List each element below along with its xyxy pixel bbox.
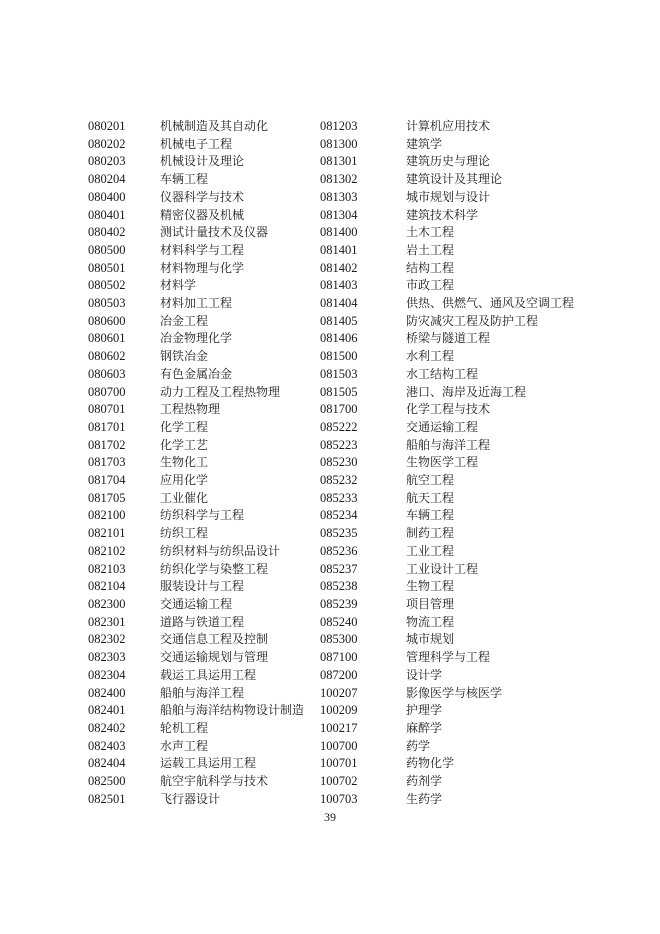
table-row <box>88 702 596 720</box>
right-code-cell: 081505 <box>320 384 358 399</box>
right-code-cell: 100217 <box>320 720 358 735</box>
right-code-cell: 081405 <box>320 313 358 328</box>
left-code-cell: 082500 <box>88 774 126 789</box>
left-name-cell: 飞行器设计 <box>160 791 221 806</box>
right-code-cell: 081404 <box>320 296 358 311</box>
left-code-cell: 081701 <box>88 419 126 434</box>
table-row <box>88 490 596 508</box>
right-code-cell: 087200 <box>320 667 358 682</box>
right-code-cell: 100701 <box>320 756 358 771</box>
table-row <box>88 525 596 543</box>
left-name-cell: 材料科学与工程 <box>160 242 245 257</box>
right-name-cell: 市政工程 <box>406 278 455 293</box>
table-body <box>88 118 596 808</box>
right-name-cell: 管理科学与工程 <box>406 650 491 665</box>
table-row <box>88 401 596 419</box>
right-name-cell: 防灾减灾工程及防护工程 <box>406 313 539 328</box>
table-row <box>88 631 596 649</box>
left-name-cell: 精密仪器及机械 <box>160 207 245 222</box>
left-name-cell: 测试计量技术及仪器 <box>160 225 269 240</box>
table-row <box>88 384 596 402</box>
left-name-cell: 机械制造及其自动化 <box>160 119 269 133</box>
left-name-cell: 有色金属冶金 <box>160 366 233 381</box>
left-code-cell: 081705 <box>88 490 126 505</box>
right-name-cell: 船舶与海洋工程 <box>406 437 491 452</box>
right-code-cell: 081400 <box>320 225 358 240</box>
right-name-cell: 建筑学 <box>406 136 443 151</box>
right-name-cell: 建筑技术科学 <box>406 207 479 222</box>
table-row <box>88 561 596 579</box>
right-code-cell: 100702 <box>320 774 358 789</box>
left-code-cell: 080701 <box>88 402 126 417</box>
left-code-cell: 080500 <box>88 242 126 257</box>
table-row <box>88 330 596 348</box>
right-name-cell: 工业工程 <box>406 543 455 558</box>
left-name-cell: 交通运输工程 <box>160 596 233 611</box>
table-row <box>88 738 596 756</box>
left-name-cell: 生物化工 <box>160 455 209 470</box>
table-row <box>88 755 596 773</box>
left-name-cell: 仪器科学与技术 <box>160 189 245 204</box>
right-name-cell: 生物工程 <box>406 579 455 594</box>
right-name-cell: 结构工程 <box>406 260 455 275</box>
discipline-code-table <box>88 118 596 808</box>
table-row <box>88 578 596 596</box>
table-row <box>88 313 596 331</box>
left-code-cell: 082102 <box>88 543 126 558</box>
table-row <box>88 189 596 207</box>
right-code-cell: 081406 <box>320 331 358 346</box>
right-code-cell: 081300 <box>320 136 358 151</box>
left-name-cell: 纺织材料与纺织品设计 <box>160 543 281 558</box>
left-code-cell: 082103 <box>88 561 126 576</box>
right-code-cell: 100700 <box>320 738 358 753</box>
left-code-cell: 081703 <box>88 455 126 470</box>
left-name-cell: 载运工具运用工程 <box>160 667 257 682</box>
right-name-cell: 工业设计工程 <box>406 561 479 576</box>
right-name-cell: 化学工程与技术 <box>406 402 491 417</box>
right-code-cell: 081301 <box>320 154 358 169</box>
table-row <box>88 153 596 171</box>
table-row <box>88 295 596 313</box>
left-code-cell: 082403 <box>88 738 126 753</box>
left-name-cell: 航空宇航科学与技术 <box>160 774 269 789</box>
left-code-cell: 081702 <box>88 437 126 452</box>
right-name-cell: 设计学 <box>406 667 443 682</box>
left-code-cell: 080501 <box>88 260 126 275</box>
right-name-cell: 麻醉学 <box>406 720 443 735</box>
right-name-cell: 水工结构工程 <box>406 366 479 381</box>
left-code-cell: 082402 <box>88 720 126 735</box>
table-row <box>88 136 596 154</box>
table-row <box>88 472 596 490</box>
table-row <box>88 791 596 809</box>
right-code-cell: 085300 <box>320 632 358 647</box>
table-row <box>88 649 596 667</box>
table-row <box>88 419 596 437</box>
right-code-cell: 081700 <box>320 402 358 417</box>
left-code-cell: 082400 <box>88 685 126 700</box>
right-code-cell: 085230 <box>320 455 358 470</box>
left-code-cell: 082404 <box>88 756 126 771</box>
right-name-cell: 药物化学 <box>406 756 455 771</box>
right-name-cell: 生药学 <box>406 791 443 806</box>
left-code-cell: 080600 <box>88 313 126 328</box>
left-code-cell: 082101 <box>88 526 126 541</box>
left-name-cell: 船舶与海洋工程 <box>160 685 245 700</box>
left-name-cell: 运载工具运用工程 <box>160 756 257 771</box>
table-row <box>88 171 596 189</box>
table-row <box>88 260 596 278</box>
left-name-cell: 纺织工程 <box>160 526 209 541</box>
right-code-cell: 085239 <box>320 596 358 611</box>
right-name-cell: 港口、海岸及近海工程 <box>406 384 527 399</box>
left-name-cell: 材料学 <box>160 278 197 293</box>
right-name-cell: 影像医学与核医学 <box>406 685 503 700</box>
table-row <box>88 437 596 455</box>
right-name-cell: 交通运输工程 <box>406 419 479 434</box>
left-name-cell: 应用化学 <box>160 473 209 488</box>
right-code-cell: 085232 <box>320 473 358 488</box>
left-code-cell: 080402 <box>88 225 126 240</box>
table-row <box>88 454 596 472</box>
left-code-cell: 082303 <box>88 650 126 665</box>
left-name-cell: 船舶与海洋结构物设计制造 <box>160 703 305 718</box>
left-code-cell: 080602 <box>88 349 126 364</box>
left-code-cell: 082300 <box>88 596 126 611</box>
right-name-cell: 桥梁与隧道工程 <box>406 331 491 346</box>
table-row <box>88 277 596 295</box>
right-code-cell: 100207 <box>320 685 358 700</box>
right-name-cell: 物流工程 <box>406 614 455 629</box>
left-name-cell: 交通运输规划与管理 <box>160 650 269 665</box>
left-code-cell: 080400 <box>88 189 126 204</box>
left-code-cell: 080502 <box>88 278 126 293</box>
left-name-cell: 交通信息工程及控制 <box>160 632 269 647</box>
right-code-cell: 081401 <box>320 242 358 257</box>
left-code-cell: 082100 <box>88 508 126 523</box>
right-name-cell: 岩土工程 <box>406 242 455 257</box>
left-name-cell: 服装设计与工程 <box>160 579 245 594</box>
right-code-cell: 081402 <box>320 260 358 275</box>
left-code-cell: 080601 <box>88 331 126 346</box>
right-name-cell: 药学 <box>406 738 431 753</box>
right-name-cell: 水利工程 <box>406 349 455 364</box>
right-code-cell: 081303 <box>320 189 358 204</box>
right-code-cell: 081203 <box>320 119 358 133</box>
right-code-cell: 100209 <box>320 703 358 718</box>
table-row <box>88 773 596 791</box>
table-row <box>88 242 596 260</box>
right-code-cell: 085233 <box>320 490 358 505</box>
left-name-cell: 冶金工程 <box>160 313 209 328</box>
table-row <box>88 685 596 703</box>
right-code-cell: 085238 <box>320 579 358 594</box>
right-code-cell: 085223 <box>320 437 358 452</box>
left-code-cell: 082104 <box>88 579 126 594</box>
left-code-cell: 080203 <box>88 154 126 169</box>
left-code-cell: 080503 <box>88 296 126 311</box>
right-code-cell: 081403 <box>320 278 358 293</box>
left-code-cell: 082304 <box>88 667 126 682</box>
left-name-cell: 钢铁冶金 <box>160 349 209 364</box>
table-row <box>88 720 596 738</box>
right-code-cell: 081500 <box>320 349 358 364</box>
left-code-cell: 081704 <box>88 473 126 488</box>
left-code-cell: 080202 <box>88 136 126 151</box>
right-code-cell: 085234 <box>320 508 358 523</box>
right-name-cell: 计算机应用技术 <box>406 119 491 133</box>
right-name-cell: 城市规划 <box>406 632 455 647</box>
left-name-cell: 道路与铁道工程 <box>160 614 245 629</box>
left-name-cell: 车辆工程 <box>160 172 209 187</box>
right-code-cell: 085235 <box>320 526 358 541</box>
left-name-cell: 动力工程及工程热物理 <box>160 384 281 399</box>
right-name-cell: 护理学 <box>406 703 443 718</box>
left-code-cell: 080201 <box>88 119 126 133</box>
left-name-cell: 纺织化学与染整工程 <box>160 561 269 576</box>
right-name-cell: 项目管理 <box>406 596 455 611</box>
right-name-cell: 生物医学工程 <box>406 455 479 470</box>
left-code-cell: 080700 <box>88 384 126 399</box>
table-row <box>88 596 596 614</box>
left-code-cell: 082301 <box>88 614 126 629</box>
right-name-cell: 制药工程 <box>406 526 455 541</box>
left-name-cell: 工程热物理 <box>160 402 221 417</box>
left-code-cell: 080603 <box>88 366 126 381</box>
right-code-cell: 081304 <box>320 207 358 222</box>
right-name-cell: 城市规划与设计 <box>406 189 491 204</box>
table-row <box>88 507 596 525</box>
table-row <box>88 348 596 366</box>
right-name-cell: 建筑设计及其理论 <box>406 172 503 187</box>
page-number: 39 <box>324 810 336 824</box>
table-row <box>88 667 596 685</box>
right-code-cell: 085222 <box>320 419 358 434</box>
right-name-cell: 建筑历史与理论 <box>406 154 491 169</box>
table-row <box>88 224 596 242</box>
left-code-cell: 080204 <box>88 172 126 187</box>
table-row <box>88 543 596 561</box>
table-row <box>88 366 596 384</box>
left-name-cell: 纺织科学与工程 <box>160 508 245 523</box>
left-code-cell: 080401 <box>88 207 126 222</box>
right-code-cell: 085236 <box>320 543 358 558</box>
right-code-cell: 085237 <box>320 561 358 576</box>
left-name-cell: 水声工程 <box>160 738 209 753</box>
right-name-cell: 航天工程 <box>406 490 455 505</box>
left-name-cell: 材料加工工程 <box>160 296 233 311</box>
left-name-cell: 材料物理与化学 <box>160 260 245 275</box>
left-code-cell: 082401 <box>88 703 126 718</box>
left-name-cell: 工业催化 <box>160 490 209 505</box>
left-code-cell: 082302 <box>88 632 126 647</box>
right-code-cell: 100703 <box>320 791 358 806</box>
left-name-cell: 机械设计及理论 <box>160 154 245 169</box>
left-name-cell: 冶金物理化学 <box>160 331 233 346</box>
right-name-cell: 供热、供燃气、通风及空调工程 <box>406 296 575 311</box>
table-row <box>88 207 596 225</box>
right-code-cell: 085240 <box>320 614 358 629</box>
left-name-cell: 化学工艺 <box>160 437 209 452</box>
table-row <box>88 614 596 632</box>
left-name-cell: 轮机工程 <box>160 720 209 735</box>
right-name-cell: 药剂学 <box>406 774 443 789</box>
right-code-cell: 081302 <box>320 172 358 187</box>
right-code-cell: 081503 <box>320 366 358 381</box>
right-name-cell: 航空工程 <box>406 473 455 488</box>
right-code-cell: 087100 <box>320 650 358 665</box>
left-name-cell: 机械电子工程 <box>160 136 233 151</box>
left-name-cell: 化学工程 <box>160 419 209 434</box>
right-name-cell: 车辆工程 <box>406 508 455 523</box>
table-row <box>88 118 596 136</box>
left-code-cell: 082501 <box>88 791 126 806</box>
right-name-cell: 土木工程 <box>406 225 455 240</box>
